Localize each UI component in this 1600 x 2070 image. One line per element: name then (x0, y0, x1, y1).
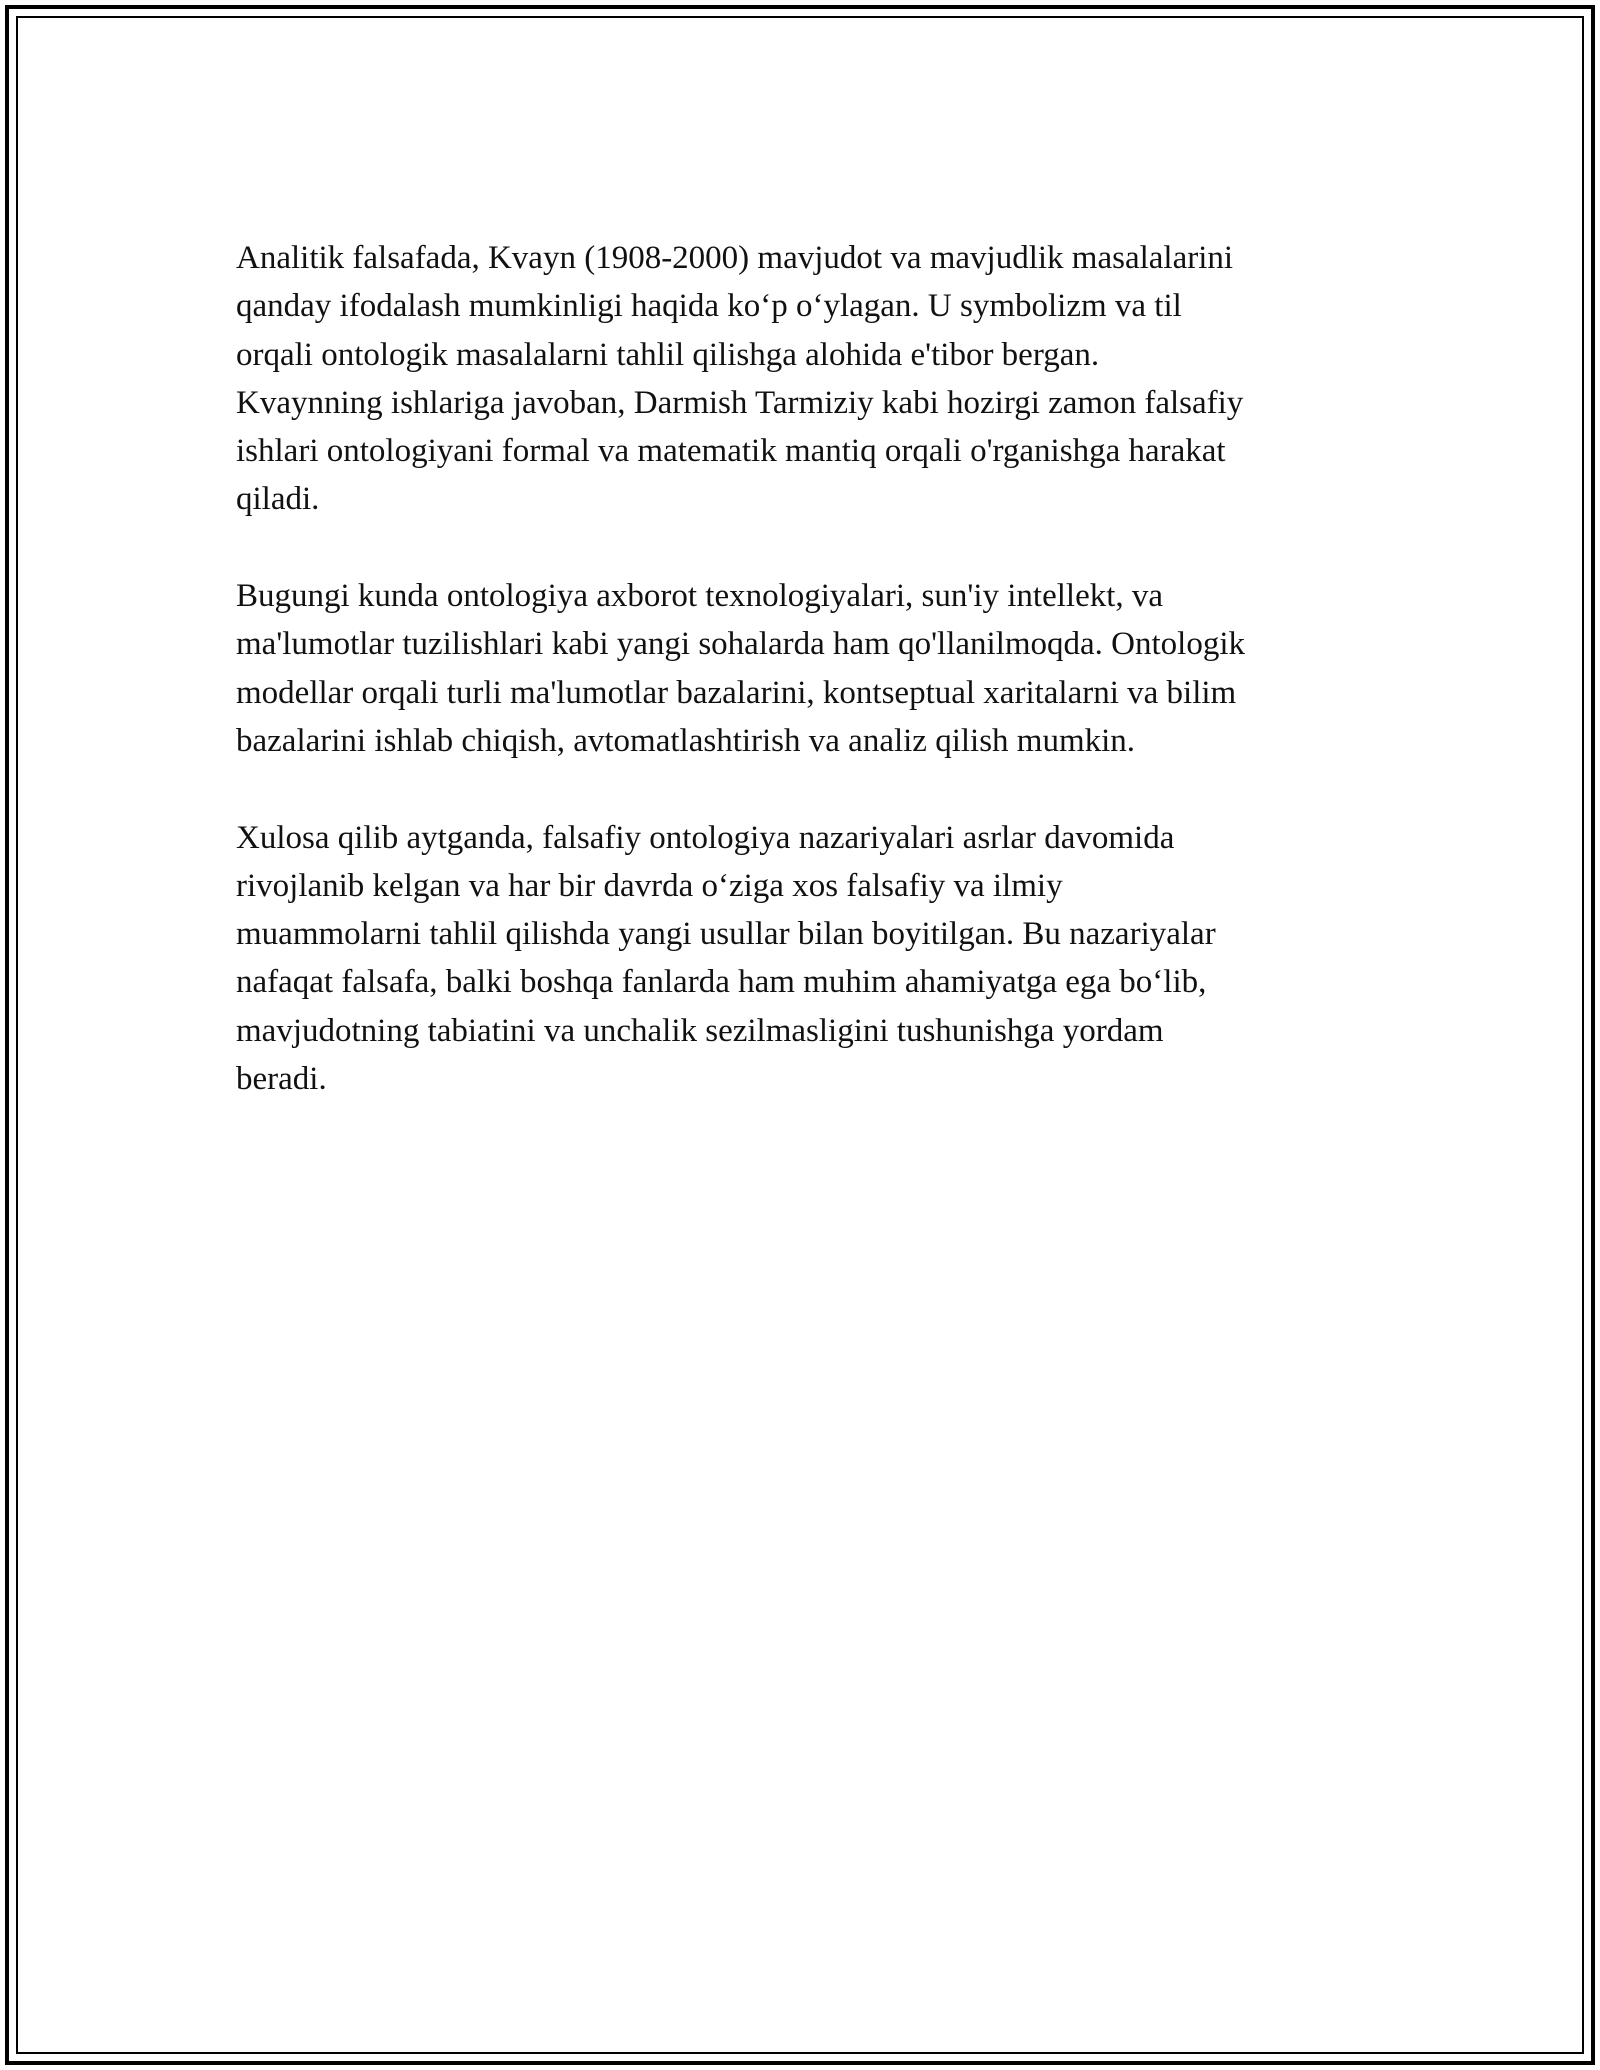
document-body (236, 234, 1366, 1152)
paragraph-kvayn-ontology: Analitik falsafada, Kvayn (1908-2000) mavjudot va mavjudlik masalalarini qanday ifodalash mumkinligi haqida ko‘p o‘ylagan. U symbolizm va til orqali ontologik masalalarni tahlil qilishga alohida e'tibor bergan. Kvaynning ishlariga javoban, Darmish Tarmiziy kabi hozirgi zamon falsafiy ishlari ontologiyani formal va matematik mantiq orqali o'rganishga harakat qiladi. (236, 240, 1244, 518)
paragraph-conclusion: Xulosa qilib aytganda, falsafiy ontologiya nazariyalari asrlar davomida rivojlanib kelgan va har bir davrda o‘ziga xos falsafiy va ilmiy muammolarni tahlil qilishda yangi usullar bilan boyitilgan. Bu nazariyalar nafaqat falsafa, balki boshqa fanlarda ham muhim ahamiyatga ega bo‘lib, mavjudotning tabiatini va unchalik sezilmasligini tushunishga yordam beradi. (236, 819, 1216, 1098)
paragraph-modern-ontology: Bugungi kunda ontologiya axborot texnologiyalari, sun'iy intellekt, va ma'lumotlar tuzilishlari kabi yangi sohalarda ham qo'llanilmoqda. Ontologik modellar orqali turli ma'lumotlar bazalarini, kontseptual xaritalarni va bilim bazalarini ishlab chiqish, avtomatlashtirish va analiz qilish mumkin. (236, 578, 1246, 759)
